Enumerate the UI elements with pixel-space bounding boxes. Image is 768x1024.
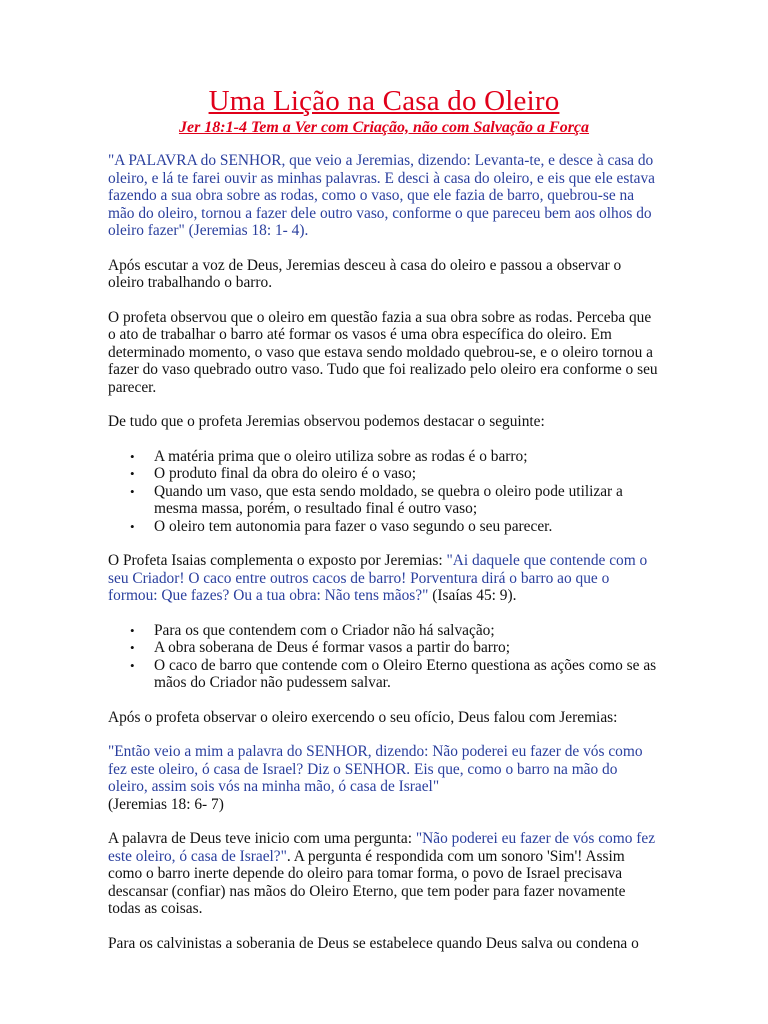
- paragraph-3: O profeta observou que o oleiro em questão fazia a sua obra sobre as rodas. Perceba que o ato de trabalhar o barro até formar os vasos é uma obra específica do oleiro. Em determinado momento, o vaso que estava sendo moldado quebrou-se, e o oleiro tornou a fazer do vaso quebrado outro vaso. Tudo que foi realizado pelo oleiro era conforme o seu parecer.: [108, 308, 658, 396]
- paragraph-4: De tudo que o profeta Jeremias observou podemos destacar o seguinte:: [108, 413, 545, 430]
- scripture-quote-jeremias-18-6-7: "Então veio a mim a palavra do SENHOR, dizendo: Não poderei eu fazer de vós como fez este oleiro, ó casa de Israel? Diz o SENHOR. Eis que, como o barro na mão do oleiro, assim sois vós na minha mão, ó casa de Israel": [108, 743, 643, 795]
- document-page: [108, 84, 660, 969]
- bullet-icon: •: [130, 466, 135, 481]
- list-item: • O caco de barro que contende com o Oleiro Eterno questiona as ações como se as mãos do Criador não pudessem salvar.: [130, 656, 657, 691]
- paragraph-6: Após o profeta observar o oleiro exercendo o seu ofício, Deus falou com Jeremias:: [108, 708, 618, 726]
- document-subtitle: Jer 18:1-4 Tem a Ver com Criação, não com Salvação a Força: [178, 119, 590, 136]
- paragraph-8: A palavra de Deus teve inicio com uma pergunta: "Não poderei eu fazer de vós como fez este oleiro, ó casa de Israel?". A pergunta é respondida com um sonoro 'Sim'! Assim como o barro inerte depende do oleiro para tomar forma, o povo de Israel precisava descansar (confiar) nas mãos do Oleiro Eterno, que tem poder para fazer novamente todas as coisas.: [108, 830, 656, 917]
- scripture-quote-isaias-45-9: "Ai daquele que contende com o seu Criador! O caco entre outros cacos de barro! Porventura dirá o barro ao que o formou: Que fazes? Ou a tua obra: Não tens mãos?": [108, 552, 648, 604]
- paragraph-2: Após escutar a voz de Deus, Jeremias desceu à casa do oleiro e passou a observar o oleiro trabalhando o barro.: [108, 256, 622, 291]
- bullet-icon: •: [130, 483, 135, 499]
- bullet-icon: •: [130, 622, 135, 638]
- observations-list: [108, 448, 660, 536]
- document-title: Uma Lição na Casa do Oleiro: [208, 85, 560, 117]
- isaias-points-list: [108, 622, 660, 692]
- list-item: • Quando um vaso, que esta sendo moldado, se quebra o oleiro pode utilizar a mesma massa, porém, o resultado final é outro vaso;: [130, 482, 623, 517]
- bullet-icon: •: [130, 657, 135, 673]
- bullet-icon: •: [130, 640, 135, 655]
- paragraph-5: O Profeta Isaias complementa o exposto por Jeremias: "Ai daquele que contende com o seu Criador! O caco entre outros cacos de barro! Porventura dirá o barro ao que o formou: Que fazes? Ou a tua obra: Não tens mãos?" (Isaías 45: 9).: [108, 552, 648, 604]
- list-item: • O produto final da obra do oleiro é o vaso;: [130, 465, 417, 482]
- list-item: • A obra soberana de Deus é formar vasos a partir do barro;: [130, 639, 510, 656]
- scripture-quote-question: "Não poderei eu fazer de vós como fez este oleiro, ó casa de Israel?": [108, 830, 656, 865]
- list-item: • A matéria prima que o oleiro utiliza sobre as rodas é o barro;: [130, 447, 528, 465]
- scripture-reference: (Jeremias 18: 6- 7): [108, 795, 224, 813]
- paragraph-7: [108, 743, 660, 813]
- list-item: • O oleiro tem autonomia para fazer o vaso segundo o seu parecer.: [130, 517, 553, 535]
- scripture-quote-jeremias-18-1-4: "A PALAVRA do SENHOR, que veio a Jeremias, dizendo: Levanta-te, e desce à casa do oleiro, e lá te farei ouvir as minhas palavras. E desci à casa do oleiro, e eis que ele estava fazendo a sua obra sobre as rodas, como o vaso, que ele fazia de barro, quebrou-se na mão do oleiro, tornou a fazer dele outro vaso, conforme o que pareceu bem aos olhos do oleiro fazer" (Jeremias 18: 1- 4).: [108, 152, 655, 239]
- bullet-icon: •: [130, 448, 135, 464]
- paragraph-9: Para os calvinistas a soberania de Deus se estabelece quando Deus salva ou condena o: [108, 934, 639, 952]
- list-item: • Para os que contendem com o Criador não há salvação;: [130, 621, 495, 639]
- bullet-icon: •: [130, 518, 135, 534]
